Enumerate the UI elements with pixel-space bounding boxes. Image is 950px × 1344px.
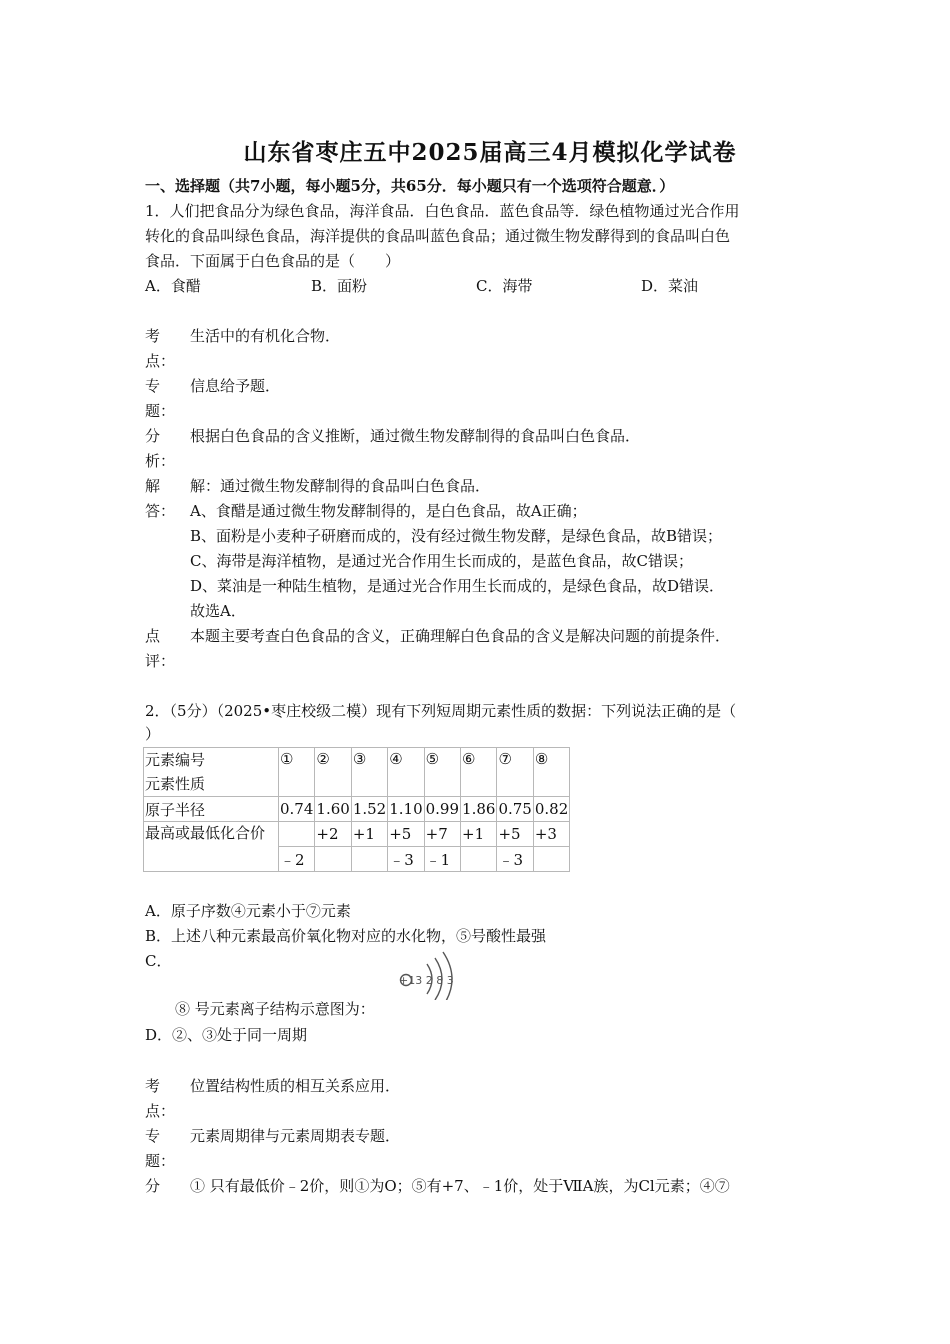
q2-kaodian-label-1: 考: [145, 1077, 161, 1095]
q2-fenxi: ① 只有最低价﹣2价，则①为O；⑤有+7、﹣1价，处于ⅦA族，为Cl元素；④⑦: [190, 1177, 730, 1195]
section-heading: 一、选择题（共7小题，每小题5分，共65分．每小题只有一个选项符合题意．）: [145, 177, 675, 195]
q1-fenxi-label-1: 分: [145, 427, 161, 445]
radius-cell: 0.75: [497, 797, 533, 822]
element-cell: ②: [315, 748, 351, 797]
radius-cell: 0.74: [279, 797, 315, 822]
radius-cell: 0.82: [533, 797, 569, 822]
q1-option-b: B．面粉: [311, 277, 368, 295]
element-cell: ⑧: [533, 748, 569, 797]
radius-cell: 0.99: [424, 797, 460, 822]
min-valence-cell: [315, 847, 351, 872]
q1-stem-line-1: 1．人们把食品分为绿色食品，海洋食品．白色食品．蓝色食品等．绿色植物通过光合作用: [145, 202, 740, 220]
q1-jieda-line-3: B、面粉是小麦种子研磨而成的，没有经过微生物发酵，是绿色食品，故B错误；: [190, 527, 723, 545]
q1-zhuanti-label-2: 题：: [145, 402, 176, 420]
q1-jieda-label-2: 答：: [145, 502, 176, 520]
max-valence-cell: +5: [497, 822, 533, 847]
min-valence-cell: ﹣3: [388, 847, 424, 872]
table-row-header: [144, 748, 570, 797]
q1-kaodian: 生活中的有机化合物．: [190, 327, 341, 345]
q2-option-a: A．原子序数④元素小于⑦元素: [145, 902, 351, 920]
table-row-radius: [144, 797, 570, 822]
max-valence-cell: +3: [533, 822, 569, 847]
q2-kaodian-label-2: 点：: [145, 1102, 176, 1120]
element-cell: ⑥: [461, 748, 497, 797]
ion-structure-label: +13 2 8 3: [399, 974, 454, 987]
q1-jieda-label-1: 解: [145, 477, 161, 495]
q2-fenxi-label-1: 分: [145, 1177, 161, 1195]
min-valence-cell: [533, 847, 569, 872]
q2-option-b: B．上述八种元素最高价氧化物对应的水化物，⑤号酸性最强: [145, 927, 547, 945]
page-title: 山东省枣庄五中2025届高三4月模拟化学试卷: [243, 139, 737, 166]
radius-cell: 1.10: [388, 797, 424, 822]
q2-zhuanti-label-2: 题：: [145, 1152, 176, 1170]
q1-dianping-label-2: 评：: [145, 652, 176, 670]
q1-kaodian-label-1: 考: [145, 327, 161, 345]
element-cell: ⑤: [424, 748, 460, 797]
q1-option-a: A．食醋: [145, 277, 201, 295]
radius-cell: 1.60: [315, 797, 351, 822]
q1-jieda-line-4: C、海带是海洋植物，是通过光合作用生长而成的，是蓝色食品，故C错误；: [190, 552, 693, 570]
element-cell: ④: [388, 748, 424, 797]
q2-option-d: D．②、③处于同一周期: [145, 1026, 308, 1044]
q1-option-d: D．菜油: [641, 277, 699, 295]
q1-zhuanti-label-1: 专: [145, 377, 161, 395]
max-valence-cell: +5: [388, 822, 424, 847]
min-valence-cell: ﹣3: [497, 847, 533, 872]
radius-cell: 1.86: [461, 797, 497, 822]
table-header-cell: [144, 748, 279, 797]
max-valence-cell: [279, 822, 315, 847]
q1-jieda-line-5: D、菜油是一种陆生植物，是通过光合作用生长而成的，是绿色食品，故D错误．: [190, 577, 725, 595]
q2-stem-line-1: 2．（5分）（2025•枣庄校级二模）现有下列短周期元素性质的数据：下列说法正确的是（: [145, 702, 737, 720]
q2-option-c-text: ⑧ 号元素离子结构示意图为：: [175, 1000, 375, 1018]
q1-zhuanti: 信息给予题．: [190, 377, 281, 395]
q2-kaodian: 位置结构性质的相互关系应用．: [190, 1077, 401, 1095]
radius-cell: 1.52: [351, 797, 387, 822]
q1-fenxi: 根据白色食品的含义推断，通过微生物发酵制得的食品叫白色食品．: [190, 427, 641, 445]
valence-label: 最高或最低化合价: [144, 822, 279, 872]
element-cell: ⑦: [497, 748, 533, 797]
element-cell: ③: [351, 748, 387, 797]
q1-option-c: C．海带: [476, 277, 533, 295]
header-label-element-property: 元素性质: [145, 775, 206, 793]
min-valence-cell: ﹣2: [279, 847, 315, 872]
header-label-element-number: 元素编号: [145, 751, 206, 769]
max-valence-cell: +1: [461, 822, 497, 847]
table-row-max-valence: [144, 822, 570, 847]
q1-jieda-line-2: A、食醋是通过微生物发酵制得的，是白色食品，故A正确；: [190, 502, 587, 520]
q1-kaodian-label-2: 点：: [145, 352, 176, 370]
element-properties-table: [143, 747, 570, 872]
max-valence-cell: +7: [424, 822, 460, 847]
q1-dianping: 本题主要考查白色食品的含义，正确理解白色食品的含义是解决问题的前提条件．: [190, 627, 731, 645]
min-valence-cell: [351, 847, 387, 872]
q2-zhuanti: 元素周期律与元素周期表专题．: [190, 1127, 401, 1145]
q2-option-c: C．: [145, 952, 172, 970]
q1-stem-line-2: 转化的食品叫绿色食品，海洋提供的食品叫蓝色食品；通过微生物发酵得到的食品叫白色: [145, 227, 731, 245]
radius-label: 原子半径: [144, 797, 279, 822]
q1-fenxi-label-2: 析：: [145, 452, 176, 470]
q2-zhuanti-label-1: 专: [145, 1127, 161, 1145]
max-valence-cell: +2: [315, 822, 351, 847]
q1-jieda-line-6: 故选A．: [190, 602, 246, 620]
ion-structure-diagram: [397, 950, 463, 1000]
q1-dianping-label-1: 点: [145, 627, 161, 645]
min-valence-cell: ﹣1: [424, 847, 460, 872]
q1-stem-line-3: 食品．下面属于白色食品的是（ ）: [145, 252, 401, 270]
q1-jieda-line-1: 解：通过微生物发酵制得的食品叫白色食品．: [190, 477, 491, 495]
q2-stem-line-2: ）: [145, 725, 161, 743]
max-valence-cell: +1: [351, 822, 387, 847]
min-valence-cell: [461, 847, 497, 872]
element-cell: ①: [279, 748, 315, 797]
